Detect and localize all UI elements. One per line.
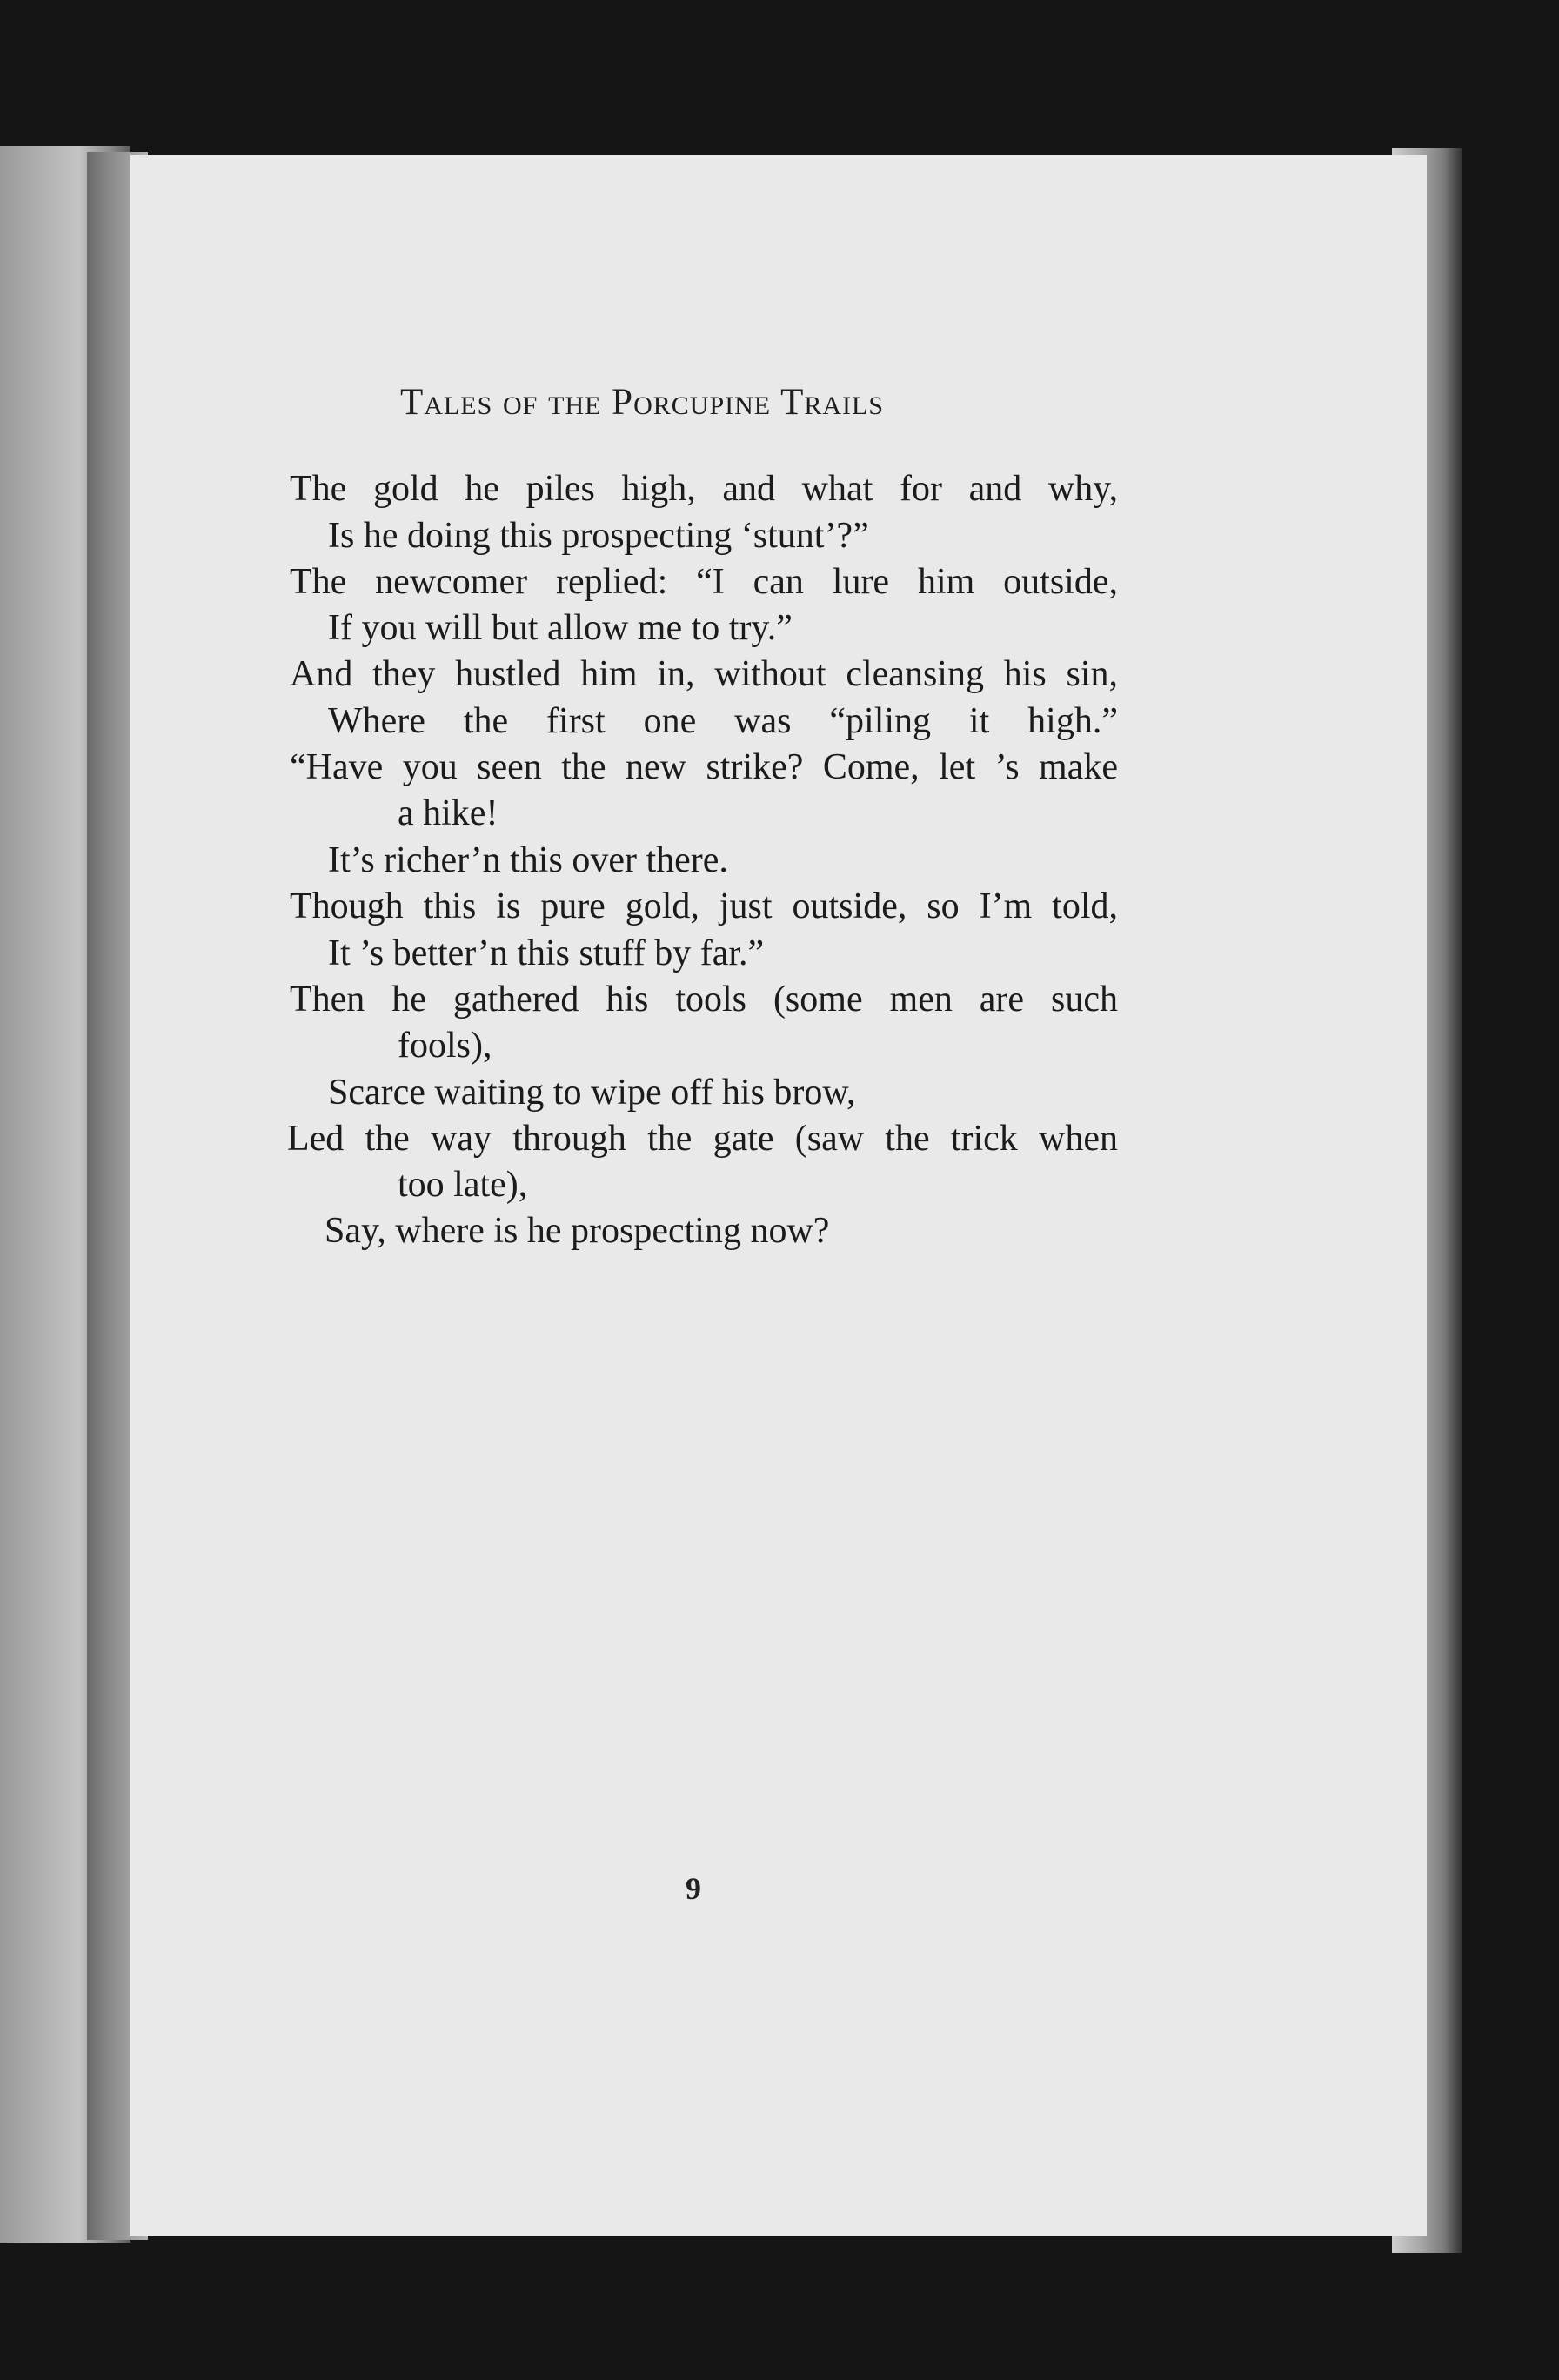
poem-line: If you will but allow me to try.” [328, 608, 793, 648]
poem-line: Scarce waiting to wipe off his brow, [328, 1073, 856, 1113]
poem-line: Is he doing this prospecting ‘stunt’?” [328, 516, 869, 556]
poem-line: Led the way through the gate (saw the trick when [287, 1119, 1118, 1159]
poem-line: “Have you seen the new strike? Come, let ’s make [290, 747, 1118, 787]
page-number: 9 [686, 1871, 701, 1906]
running-head-text: Tales of the Porcupine Trails [400, 382, 885, 423]
poem-line: a hike! [398, 793, 498, 833]
poem-line: The newcomer replied: “I can lure him outside, [290, 562, 1118, 602]
poem-line: Where the first one was “piling it high.” [328, 701, 1118, 741]
poem-line: The gold he piles high, and what for and why, [290, 469, 1118, 509]
poem-line: Though this is pure gold, just outside, so I’m told, [290, 886, 1118, 926]
poem-line: fools), [398, 1026, 492, 1066]
poem-line: And they hustled him in, without cleansing his sin, [290, 654, 1118, 694]
poem-line: Then he gathered his tools (some men are such [290, 979, 1118, 1020]
poem-line: It’s richer’n this over there. [328, 840, 728, 880]
poem-line: too late), [398, 1165, 528, 1205]
poem-line: Say, where is he prospecting now? [325, 1211, 830, 1251]
poem-line: It ’s better’n this stuff by far.” [328, 933, 765, 973]
